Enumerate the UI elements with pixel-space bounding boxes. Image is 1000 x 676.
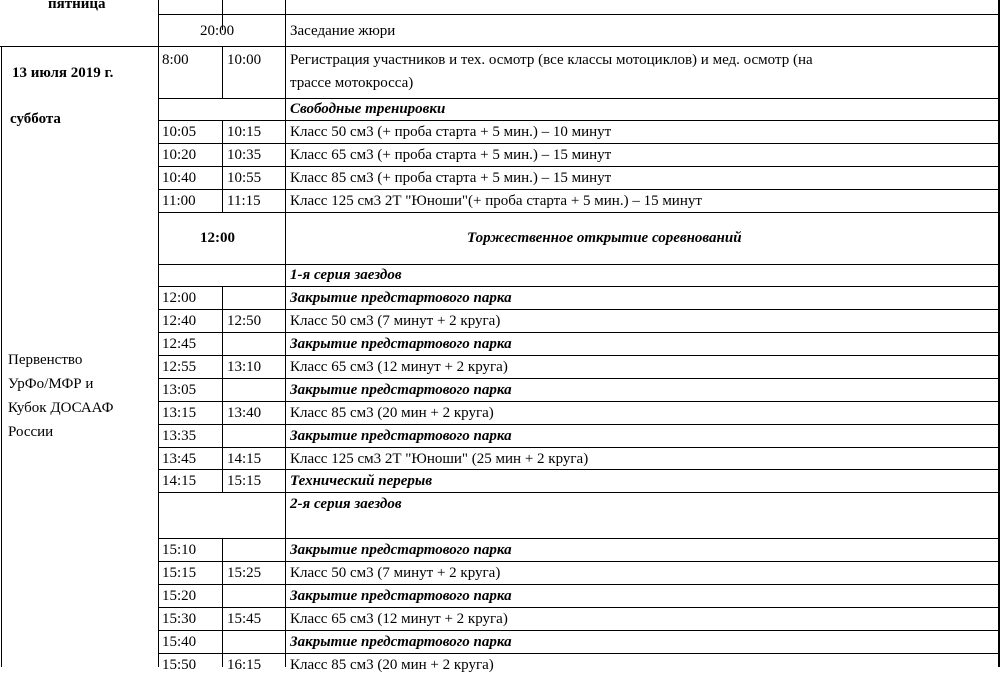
row-line — [158, 14, 1000, 15]
event-title-line: УрФо/МФР и — [8, 376, 94, 392]
cell-start: 12:40 — [162, 313, 197, 329]
cell-end: 15:25 — [227, 565, 262, 581]
cell-start: 12:00 — [162, 290, 197, 306]
cell-event: Класс 50 см3 (7 минут + 2 круга) — [290, 313, 501, 329]
cell-start: 13:05 — [162, 382, 197, 398]
cell-event: Заседание жюри — [290, 23, 396, 39]
cell-end: 16:15 — [227, 657, 262, 673]
cell-end: 10:00 — [227, 52, 262, 68]
section-heading: 1-я серия заездов — [290, 267, 402, 283]
cell-end: 12:50 — [227, 313, 262, 329]
cell-start: 15:50 — [162, 657, 197, 673]
cell-start: 10:05 — [162, 124, 197, 140]
cell-end: 10:55 — [227, 170, 262, 186]
row-line — [158, 630, 1000, 631]
row-line — [158, 332, 1000, 333]
row-line — [158, 538, 1000, 539]
cell-start: 12:00 — [200, 230, 235, 246]
cell-event: Класс 125 см3 2Т "Юноши"(+ проба старта + 5 мин.) – 15 минут — [290, 193, 702, 209]
row-line — [158, 401, 1000, 402]
cell-end: 14:15 — [227, 451, 262, 467]
row-line — [158, 264, 1000, 265]
col-border-end-series1 — [222, 286, 223, 492]
cell-start: 10:20 — [162, 147, 197, 163]
cell-event: Класс 50 см3 (7 минут + 2 круга) — [290, 565, 501, 581]
row-line — [0, 46, 1000, 47]
cell-end: 15:45 — [227, 611, 262, 627]
row-line — [158, 607, 1000, 608]
event-title-line: Кубок ДОСААФ — [8, 400, 114, 416]
row-line — [158, 378, 1000, 379]
cell-start: 20:00 — [200, 23, 235, 39]
weekday-friday: пятница — [48, 0, 106, 12]
cell-event: Закрытие предстартового парка — [290, 634, 512, 650]
row-line — [158, 492, 1000, 493]
date-label: 13 июля 2019 г. — [12, 65, 114, 81]
cell-event-continued: трассе мотокросса) — [290, 75, 414, 91]
weekday-saturday: суббота — [10, 111, 61, 127]
cell-event: Закрытие предстартового парка — [290, 588, 512, 604]
cell-start: 13:45 — [162, 451, 197, 467]
cell-event: Класс 85 см3 (+ проба старта + 5 мин.) – 15 минут — [290, 170, 612, 186]
row-line — [158, 286, 1000, 287]
cell-event: Технический перерыв — [290, 473, 433, 489]
event-title-line: Первенство — [8, 352, 83, 368]
col-border-event — [285, 0, 286, 667]
cell-start: 15:40 — [162, 634, 197, 650]
cell-start: 14:15 — [162, 473, 197, 489]
cell-event: Класс 125 см3 2Т "Юноши" (25 мин + 2 круга) — [290, 451, 589, 467]
cell-event: Регистрация участников и тех. осмотр (все классы мотоциклов) и мед. осмотр (на — [290, 52, 813, 68]
cell-event: Класс 65 см3 (12 минут + 2 круга) — [290, 359, 508, 375]
col-border-start — [158, 0, 159, 667]
cell-start: 8:00 — [162, 52, 189, 68]
cell-end: 10:15 — [227, 124, 262, 140]
event-title-line: России — [8, 424, 54, 440]
row-line — [158, 653, 1000, 654]
section-heading: 2-я серия заездов — [290, 496, 402, 512]
cell-event: Закрытие предстартового парка — [290, 290, 512, 306]
cell-event: Закрытие предстартового парка — [290, 382, 512, 398]
cell-start: 11:00 — [162, 193, 196, 209]
row-line — [158, 355, 1000, 356]
col-border-left — [1, 46, 2, 667]
cell-event: Закрытие предстартового парка — [290, 542, 512, 558]
cell-end: 13:10 — [227, 359, 262, 375]
cell-end: 10:35 — [227, 147, 262, 163]
cell-event: Класс 85 см3 (20 мин + 2 круга) — [290, 405, 494, 421]
cell-end: 15:15 — [227, 473, 262, 489]
col-border-end-series2 — [222, 538, 223, 667]
row-line — [158, 584, 1000, 585]
cell-start: 10:40 — [162, 170, 197, 186]
cell-end: 13:40 — [227, 405, 262, 421]
cell-event: Закрытие предстартового парка — [290, 428, 512, 444]
section-heading: Свободные тренировки — [290, 101, 446, 117]
row-line — [158, 212, 1000, 213]
cell-start: 12:55 — [162, 359, 197, 375]
cell-event: Класс 65 см3 (+ проба старта + 5 мин.) – 15 минут — [290, 147, 612, 163]
cell-event: Класс 50 см3 (+ проба старта + 5 мин.) – 10 минут — [290, 124, 612, 140]
row-line — [158, 561, 1000, 562]
row-line — [158, 98, 1000, 99]
cell-start: 15:15 — [162, 565, 197, 581]
cell-event: Класс 85 см3 (20 мин + 2 круга) — [290, 657, 494, 673]
section-heading: Торжественное открытие соревнований — [467, 230, 742, 246]
col-border-end-reg — [222, 46, 223, 98]
row-line — [158, 424, 1000, 425]
cell-event: Закрытие предстартового парка — [290, 336, 512, 352]
row-line — [158, 309, 1000, 310]
cell-start: 13:35 — [162, 428, 197, 444]
cell-event: Класс 65 см3 (12 минут + 2 круга) — [290, 611, 508, 627]
cell-start: 12:45 — [162, 336, 197, 352]
cell-start: 15:20 — [162, 588, 197, 604]
cell-start: 15:10 — [162, 542, 197, 558]
cell-end: 11:15 — [227, 193, 261, 209]
cell-start: 13:15 — [162, 405, 197, 421]
cell-start: 15:30 — [162, 611, 197, 627]
